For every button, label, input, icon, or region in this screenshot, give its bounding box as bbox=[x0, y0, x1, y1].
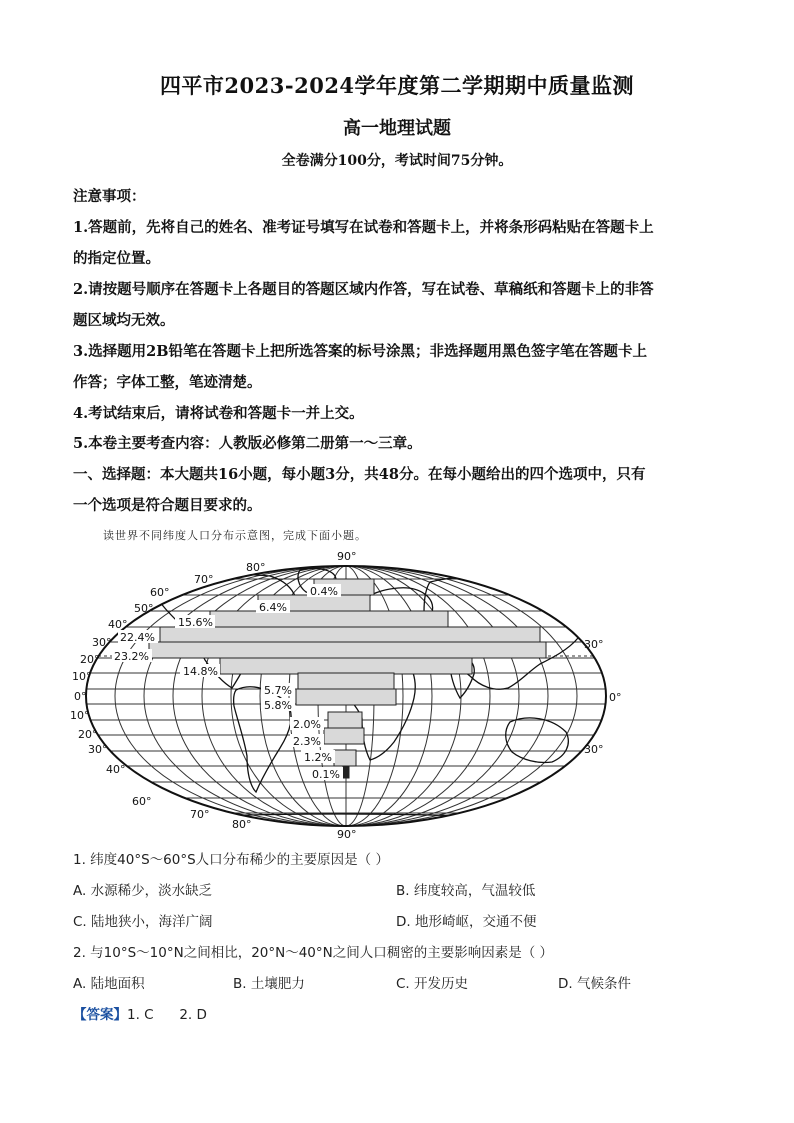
section-heading-line1: 一、选择题：本大题共16小题，每小题3分，共48分。在每小题给出的四个选项中，只有 bbox=[73, 466, 646, 483]
label-22-4: 22.4% bbox=[120, 631, 155, 644]
lat-label-40s: 40° bbox=[106, 763, 126, 776]
label-23-2: 23.2% bbox=[114, 650, 149, 663]
notes-line: 作答；字体工整，笔迹清楚。 bbox=[73, 374, 262, 391]
label-6-4: 6.4% bbox=[259, 601, 287, 614]
lat-label-60s: 60° bbox=[132, 795, 152, 808]
label-5-8: 5.8% bbox=[264, 699, 292, 712]
lat-label-70s: 70° bbox=[190, 808, 210, 821]
answer-line bbox=[73, 1003, 207, 1023]
bar-50n-60n bbox=[210, 611, 448, 627]
lat-label-30s-right: 30° bbox=[584, 743, 604, 756]
label-15-6: 15.6% bbox=[178, 616, 213, 629]
lat-label-10s: 10° bbox=[70, 709, 90, 722]
question-1-option-b: B. 纬度较高，气温较低 bbox=[396, 883, 536, 899]
question-1-stem: 1. 纬度40°S～60°S人口分布稀少的主要原因是（ ） bbox=[73, 852, 389, 868]
lat-label-80s: 80° bbox=[232, 818, 252, 831]
lat-label-40n: 40° bbox=[108, 618, 128, 631]
bar-20n-30n bbox=[220, 658, 472, 674]
exam-title: 四平市2023-2024学年度第二学期期中质量监测 bbox=[159, 73, 635, 98]
lat-label-90-bottom: 90° bbox=[337, 828, 357, 841]
question-2-option-d: D. 气候条件 bbox=[558, 976, 631, 992]
lat-label-10n: 10° bbox=[72, 670, 92, 683]
answer-text: 1. C 2. D bbox=[127, 1007, 207, 1023]
globe-interior bbox=[80, 562, 620, 832]
bar-30n-40n bbox=[149, 642, 546, 658]
lat-label-20n: 20° bbox=[80, 653, 100, 666]
lat-label-50n: 50° bbox=[134, 602, 154, 615]
notes-line: 2.请按题号顺序在答题卡上各题目的答题区域内作答，写在试卷、草稿纸和答题卡上的非答 bbox=[73, 281, 654, 298]
label-5-7: 5.7% bbox=[264, 684, 292, 697]
question-1-option-a: A. 水源稀少，淡水缺乏 bbox=[73, 883, 213, 899]
answer-tag: 【答案】 bbox=[73, 1007, 127, 1023]
question-2-option-b: B. 土壤肥力 bbox=[233, 976, 305, 992]
lat-label-60n: 60° bbox=[150, 586, 170, 599]
notes-line: 5.本卷主要考查内容：人教版必修第二册第一～三章。 bbox=[73, 435, 422, 452]
bar-20s-30s bbox=[334, 750, 356, 766]
notes-line: 3.选择题用2B铅笔在答题卡上把所选答案的标号涂黑；非选择题用黑色签字笔在答题卡上 bbox=[73, 343, 647, 360]
label-2-3: 2.3% bbox=[293, 735, 321, 748]
question-2-option-c: C. 开发历史 bbox=[396, 976, 469, 992]
world-population-latitude-map bbox=[0, 542, 794, 842]
bar-30s-40s bbox=[343, 766, 349, 778]
lat-label-30n-right: 30° bbox=[584, 638, 604, 651]
question-2-stem: 2. 与10°S～10°N之间相比，20°N～40°N之间人口稠密的主要影响因素是（ ） bbox=[73, 945, 554, 961]
lat-label-20s: 20° bbox=[78, 728, 98, 741]
lat-label-30n: 30° bbox=[92, 636, 112, 649]
notes-line: 1.答题前，先将自己的姓名、准考证号填写在试卷和答题卡上，并将条形码粘贴在答题卡上 bbox=[73, 219, 654, 236]
exam-subtitle: 高一地理试题 bbox=[343, 118, 451, 139]
lat-label-80n: 80° bbox=[246, 561, 266, 574]
score-line: 全卷满分100分，考试时间75分钟。 bbox=[281, 153, 513, 169]
notes-heading: 注意事项： bbox=[73, 188, 146, 205]
bar-0-10n bbox=[296, 689, 396, 705]
lat-label-0: 0° bbox=[74, 690, 87, 703]
notes-line: 题区域均无效。 bbox=[73, 312, 175, 329]
question-1-option-c: C. 陆地狭小，海洋广阔 bbox=[73, 914, 213, 930]
notes-line: 的指定位置。 bbox=[73, 250, 160, 267]
bar-0-10s bbox=[328, 712, 362, 728]
label-0-1: 0.1% bbox=[312, 768, 340, 781]
bar-10s-20s bbox=[324, 728, 364, 744]
figure-intro: 读世界不同纬度人口分布示意图，完成下面小题。 bbox=[103, 529, 367, 542]
label-0-4: 0.4% bbox=[310, 585, 338, 598]
label-2-0: 2.0% bbox=[293, 718, 321, 731]
lat-label-90-top: 90° bbox=[337, 550, 357, 563]
bar-40n-50n bbox=[160, 627, 540, 643]
section-heading-line2: 一个选项是符合题目要求的。 bbox=[73, 497, 262, 514]
label-14-8: 14.8% bbox=[183, 665, 218, 678]
question-1-option-d: D. 地形崎岖，交通不便 bbox=[396, 914, 537, 930]
label-1-2: 1.2% bbox=[304, 751, 332, 764]
lat-label-0-right: 0° bbox=[609, 691, 622, 704]
question-2-option-a: A. 陆地面积 bbox=[73, 976, 145, 992]
lat-label-30s: 30° bbox=[88, 743, 108, 756]
bar-10n-20n bbox=[298, 673, 394, 689]
lat-label-70n: 70° bbox=[194, 573, 214, 586]
notes-line: 4.考试结束后，请将试卷和答题卡一并上交。 bbox=[73, 405, 364, 422]
